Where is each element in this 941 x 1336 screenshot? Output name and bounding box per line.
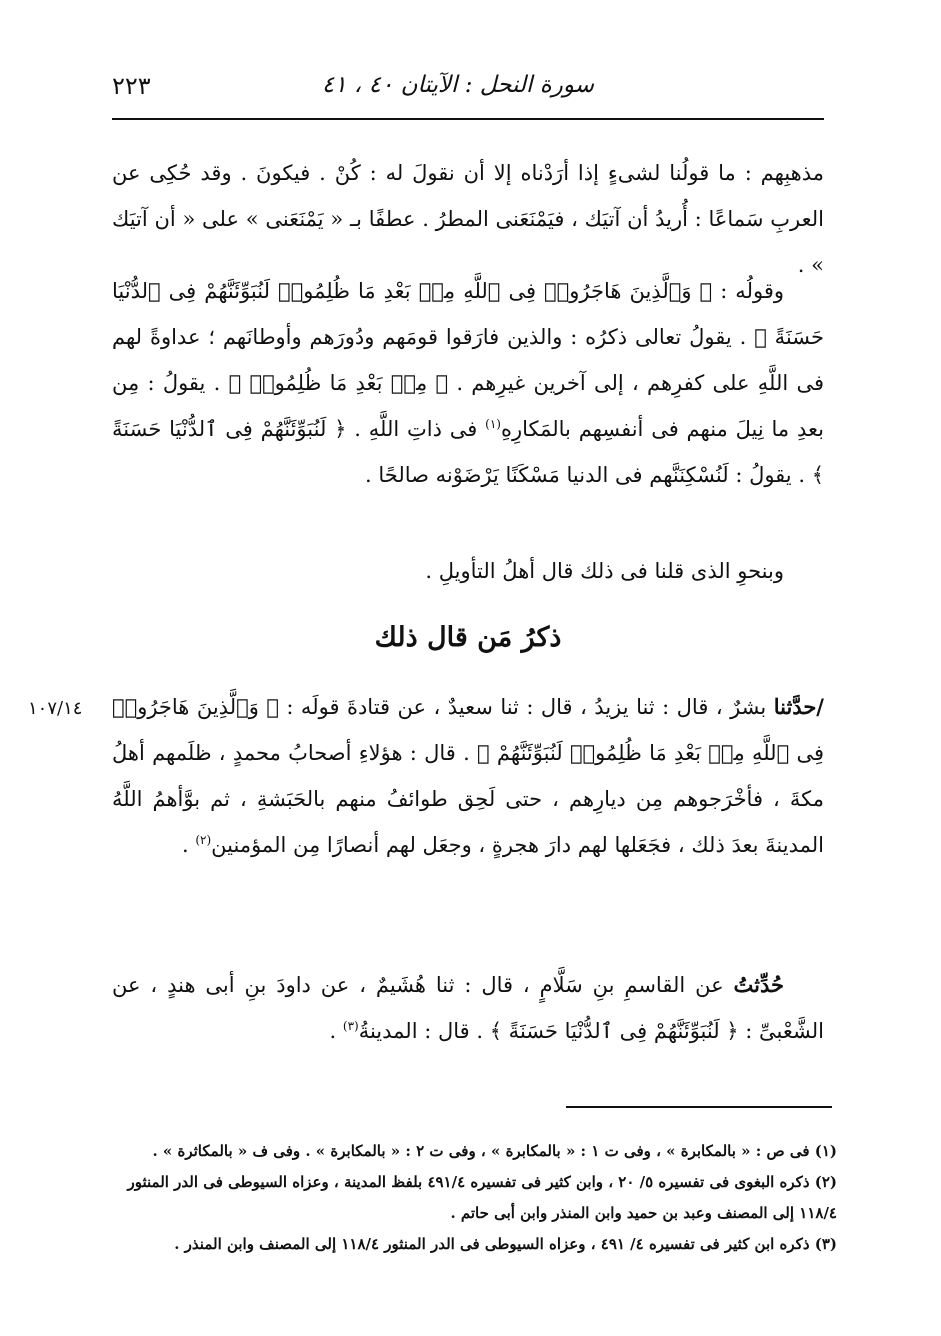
explanation-text: . يقولُ : لَنُسْكِنَنَّهم فى الدنيا مَسْكَنًا يَرْضَوْنه صالحًا . (365, 463, 805, 487)
footnote-marker: (٣) (342, 1019, 359, 1033)
narration-lead: حُدِّثتُ (733, 972, 784, 997)
footnotes (112, 1136, 837, 1260)
end-mark: . (329, 1019, 337, 1043)
paragraph-text: مذهبِهم : ما قولُنا لشىءٍ إذا أرَدْناه إلا أن نقولَ له : كُنْ . فيكونَ . وقد حُكِى عن العربِ سَماعًا : أُريدُ أن آتيَك ، فيَمْنَعَنى المطرُ . عطفًا بـ « يَمْنَعَنى » على « أن آتيَك » . (112, 161, 824, 277)
footnote-3: (٣) ذكره ابن كثير فى تفسيره ٤/ ٤٩١ ، وعزاه السيوطى فى الدر المنثور ١١٨/٤ إلى المصنف وابن المنذر . (174, 1235, 837, 1253)
quran-verse: ﴿ مِنۢ بَعْدِ مَا ظُلِمُوا۟ ﴾ (228, 371, 449, 395)
explanation-text: . يقولُ تعالى ذكرُه : والذين فارَقوا قومَهم ودُورَهم وأوطانَهم ؛ عداوةً لهم فى اللَّهِ على كفرِهم ، إلى آخرين غيرِهم . (112, 325, 824, 395)
footnote-marker: (٢) (195, 833, 212, 847)
quran-verse: ﴿ وَٱلَّذِينَ هَاجَرُوا۟ فِى ٱللَّهِ مِنۢ بَعْدِ مَا ظُلِمُوا۟ لَنُبَوِّئَنَّهُمْ فِى ٱلدُّنْيَا حَسَنَةً ﴾ (112, 279, 824, 349)
isnad-text: بشرٌ ، قال : ثنا يزيدُ ، قال : ثنا سعيدٌ ، عن قتادةَ قولَه : (286, 695, 767, 719)
matn-text: . قال : المدينةُ (358, 1019, 484, 1043)
commentary-block-2 (112, 268, 824, 498)
running-head: سورة النحل : الآيتان ٤٠ ، ٤١ (321, 72, 594, 98)
paragraph-narration-qatada (112, 684, 824, 868)
hadith-block-1 (112, 684, 824, 868)
narration-lead: /حدَّثنا (773, 694, 824, 719)
isnad-text: عن القاسمِ بنِ سَلَّامٍ ، قال : ثنا هُشَيمٌ ، عن داودَ بنِ أبى هندٍ ، عن الشَّعْبىِّ : (112, 973, 824, 1043)
paragraph-tafsir (112, 268, 824, 498)
matn-text: . قال : هؤلاءِ أصحابُ محمدٍ ، ظلَمهم أهلُ مكةَ ، فأخْرَجوهم مِن ديارِهم ، حتى لَحِق طوائفُ منهم بالحَبَشةِ ، ثم بوَّأهمُ اللَّهُ المدينةَ بعدَ ذلك ، فجَعَلها لهم دارَ هجرةٍ ، وجعَل لهم أنصارًا مِن المؤمنين (112, 741, 824, 857)
explanation-text: . يقولُ : مِن بعدِ ما نِيلَ منهم فى أنفسِهم بالمَكارِهِ (112, 371, 824, 441)
paragraph-text: وبنحوِ الذى قلنا فى ذلك قال أهلُ التأويلِ . (425, 559, 784, 583)
header-rule (112, 118, 824, 120)
quran-verse: ﴿ وَٱلَّذِينَ هَاجَرُوا۟ فِى ٱللَّهِ مِنۢ بَعْدِ مَا ظُلِمُوا۟ لَنُبَوِّئَنَّهُمْ ﴾ (112, 695, 824, 765)
margin-reference: ١٠٧/١٤ (28, 698, 83, 719)
footnote-marker: (١) (485, 417, 501, 431)
page-header (112, 70, 824, 110)
footnote-1: (١) فى ص : « بالمكابرة » ، وفى ت ١ : « بالمكابرة » ، وفى ت ٢ : « بالمكابرة » . وفى ف « بالمكاثرة » . (152, 1142, 837, 1160)
hadith-block-2 (112, 962, 824, 1054)
quran-verse: ﴿ لَنُبَوِّئَنَّهُمْ فِى ٱلدُّنْيَا حَسَنَةً ﴾ (489, 1019, 739, 1043)
explanation-text: فى ذاتِ اللَّهِ . (354, 417, 478, 441)
page-number: ٢٢٣ (112, 72, 151, 100)
commentary-block-3 (112, 548, 824, 594)
footnote-rule (566, 1106, 832, 1108)
paragraph-narration-shabi (112, 962, 824, 1054)
end-mark: . (181, 833, 189, 857)
paragraph-consensus (112, 548, 824, 594)
section-heading: ذكرُ مَن قال ذلك (374, 622, 562, 653)
intro-text: وقولُه : (720, 279, 784, 303)
quran-verse: ﴿ لَنُبَوِّئَنَّهُمْ فِى ٱلدُّنْيَا حَسَنَةً ﴾ (112, 417, 824, 487)
footnote-2: (٢) ذكره البغوى فى تفسيره ٥/ ٢٠ ، وابن كثير فى تفسيره ٤٩١/٤ بلفظ المدينة ، وعزاه السيوطى فى الدر المنثور ١١٨/٤ إلى المصنف وعبد بن حميد وابن المنذر وابن أبى حاتم . (127, 1173, 837, 1222)
